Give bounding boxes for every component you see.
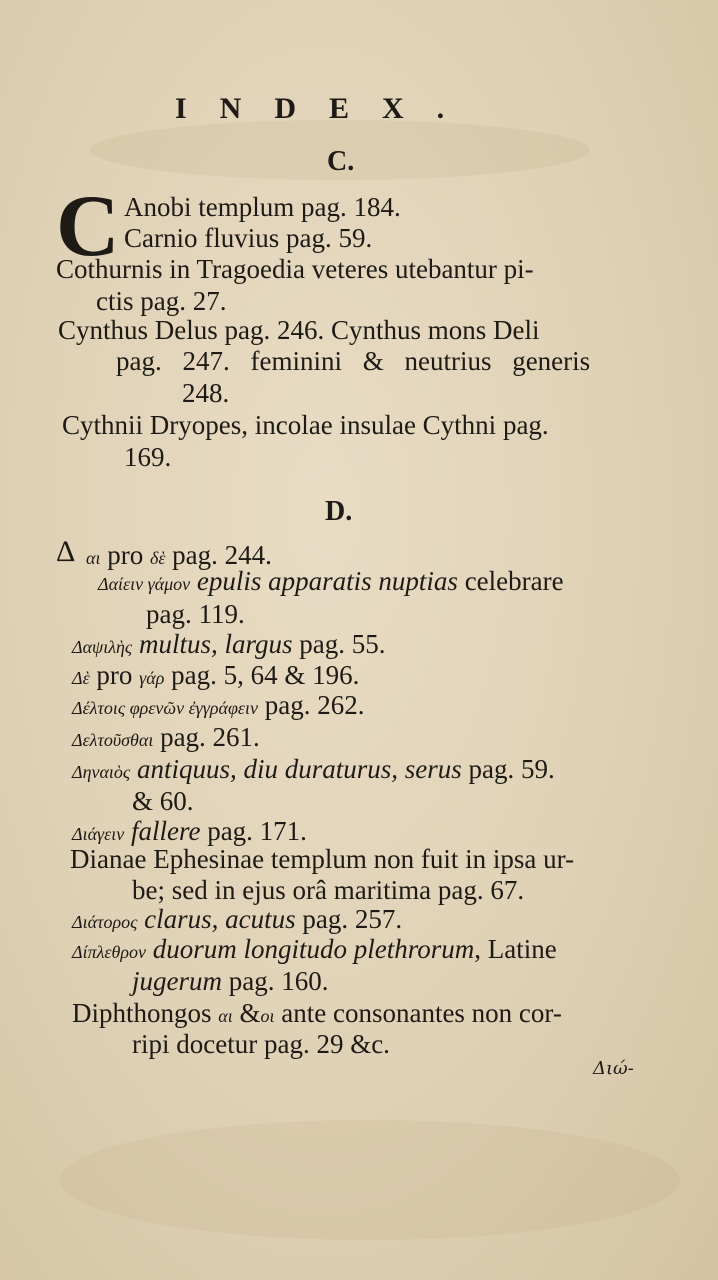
entry-line: Δὲ pro γάρ pag. 5, 64 & 196. <box>72 660 360 690</box>
entry-line: Διάγειν fallere pag. 171. <box>72 816 307 846</box>
greek-term: Δέλτοις φρενῶν ἐγγράφειν <box>72 698 258 718</box>
drop-cap-delta: Δ <box>56 535 76 568</box>
section-heading-c: C. <box>327 146 355 177</box>
entry-line: Δέλτοις φρενῶν ἐγγράφειν pag. 262. <box>72 690 365 720</box>
greek-term: οι <box>260 1006 275 1026</box>
page-header: INDEX. <box>175 92 478 125</box>
entry-line: Dianae Ephesinae templum non fuit in ipsa ur- <box>70 844 575 874</box>
greek-term: γάρ <box>139 668 165 688</box>
greek-term: αι <box>86 548 101 568</box>
greek-term: δὲ <box>149 548 166 568</box>
entry-line: pag. 247. feminini & neutrius generis <box>116 346 591 376</box>
entry-line: Cothurnis in Tragoedia veteres utebantur pi- <box>56 254 534 284</box>
greek-term: αι <box>218 1006 233 1026</box>
entry-line: ripi docetur pag. 29 &c. <box>132 1029 390 1059</box>
greek-term: Διάγειν <box>72 824 125 844</box>
entry-line: Cythnii Dryopes, incolae insulae Cythni pag. <box>62 410 549 440</box>
greek-term: Δαίειν γάμον <box>98 574 191 594</box>
entry-line: Δελτοῦσθαι pag. 261. <box>72 722 260 752</box>
greek-term: Δαψιλὴς <box>72 637 133 657</box>
greek-term: Δὲ <box>72 668 90 688</box>
entry-line: Carnio fluvius pag. 59. <box>124 223 373 253</box>
entry-line: Διάτορος clarus, acutus pag. 257. <box>72 904 403 934</box>
greek-term: Δελτοῦσθαι <box>72 730 154 750</box>
entry-line: & 60. <box>132 786 194 816</box>
greek-term: Διάτορος <box>72 912 138 932</box>
entry-line: 169. <box>124 442 172 472</box>
entry-line: Δηναιὸς antiquus, diu duraturus, serus pag. 59. <box>72 754 555 784</box>
bottom-stain <box>60 1120 680 1240</box>
entry-line: 248. <box>182 378 230 408</box>
section-heading-d: D. <box>325 496 353 527</box>
entry-line: Cynthus Delus pag. 246. Cynthus mons Deli <box>58 315 540 345</box>
entry-line: Diphthongos αι &οι ante consonantes non cor- <box>72 998 562 1028</box>
catchword: Διώ- <box>593 1058 634 1079</box>
greek-term: Δηναιὸς <box>72 762 131 782</box>
entry-line: pag. 119. <box>146 599 245 629</box>
entry-line: Δαίειν γάμον epulis apparatis nuptias celebrare <box>98 566 564 596</box>
entry-line: be; sed in ejus orâ maritima pag. 67. <box>132 875 525 905</box>
entry-line: ctis pag. 27. <box>96 286 227 316</box>
entry-line: Δαψιλὴς multus, largus pag. 55. <box>72 629 386 659</box>
entry-line: jugerum pag. 160. <box>132 966 329 996</box>
entry-line: αι pro δὲ pag. 244. <box>86 540 272 570</box>
entry-line: Δίπλεθρον duorum longitudo plethrorum, Latine <box>72 934 557 964</box>
drop-cap-c: C <box>56 178 120 275</box>
greek-term: Δίπλεθρον <box>72 942 146 962</box>
entry-line: Anobi templum pag. 184. <box>124 192 401 222</box>
